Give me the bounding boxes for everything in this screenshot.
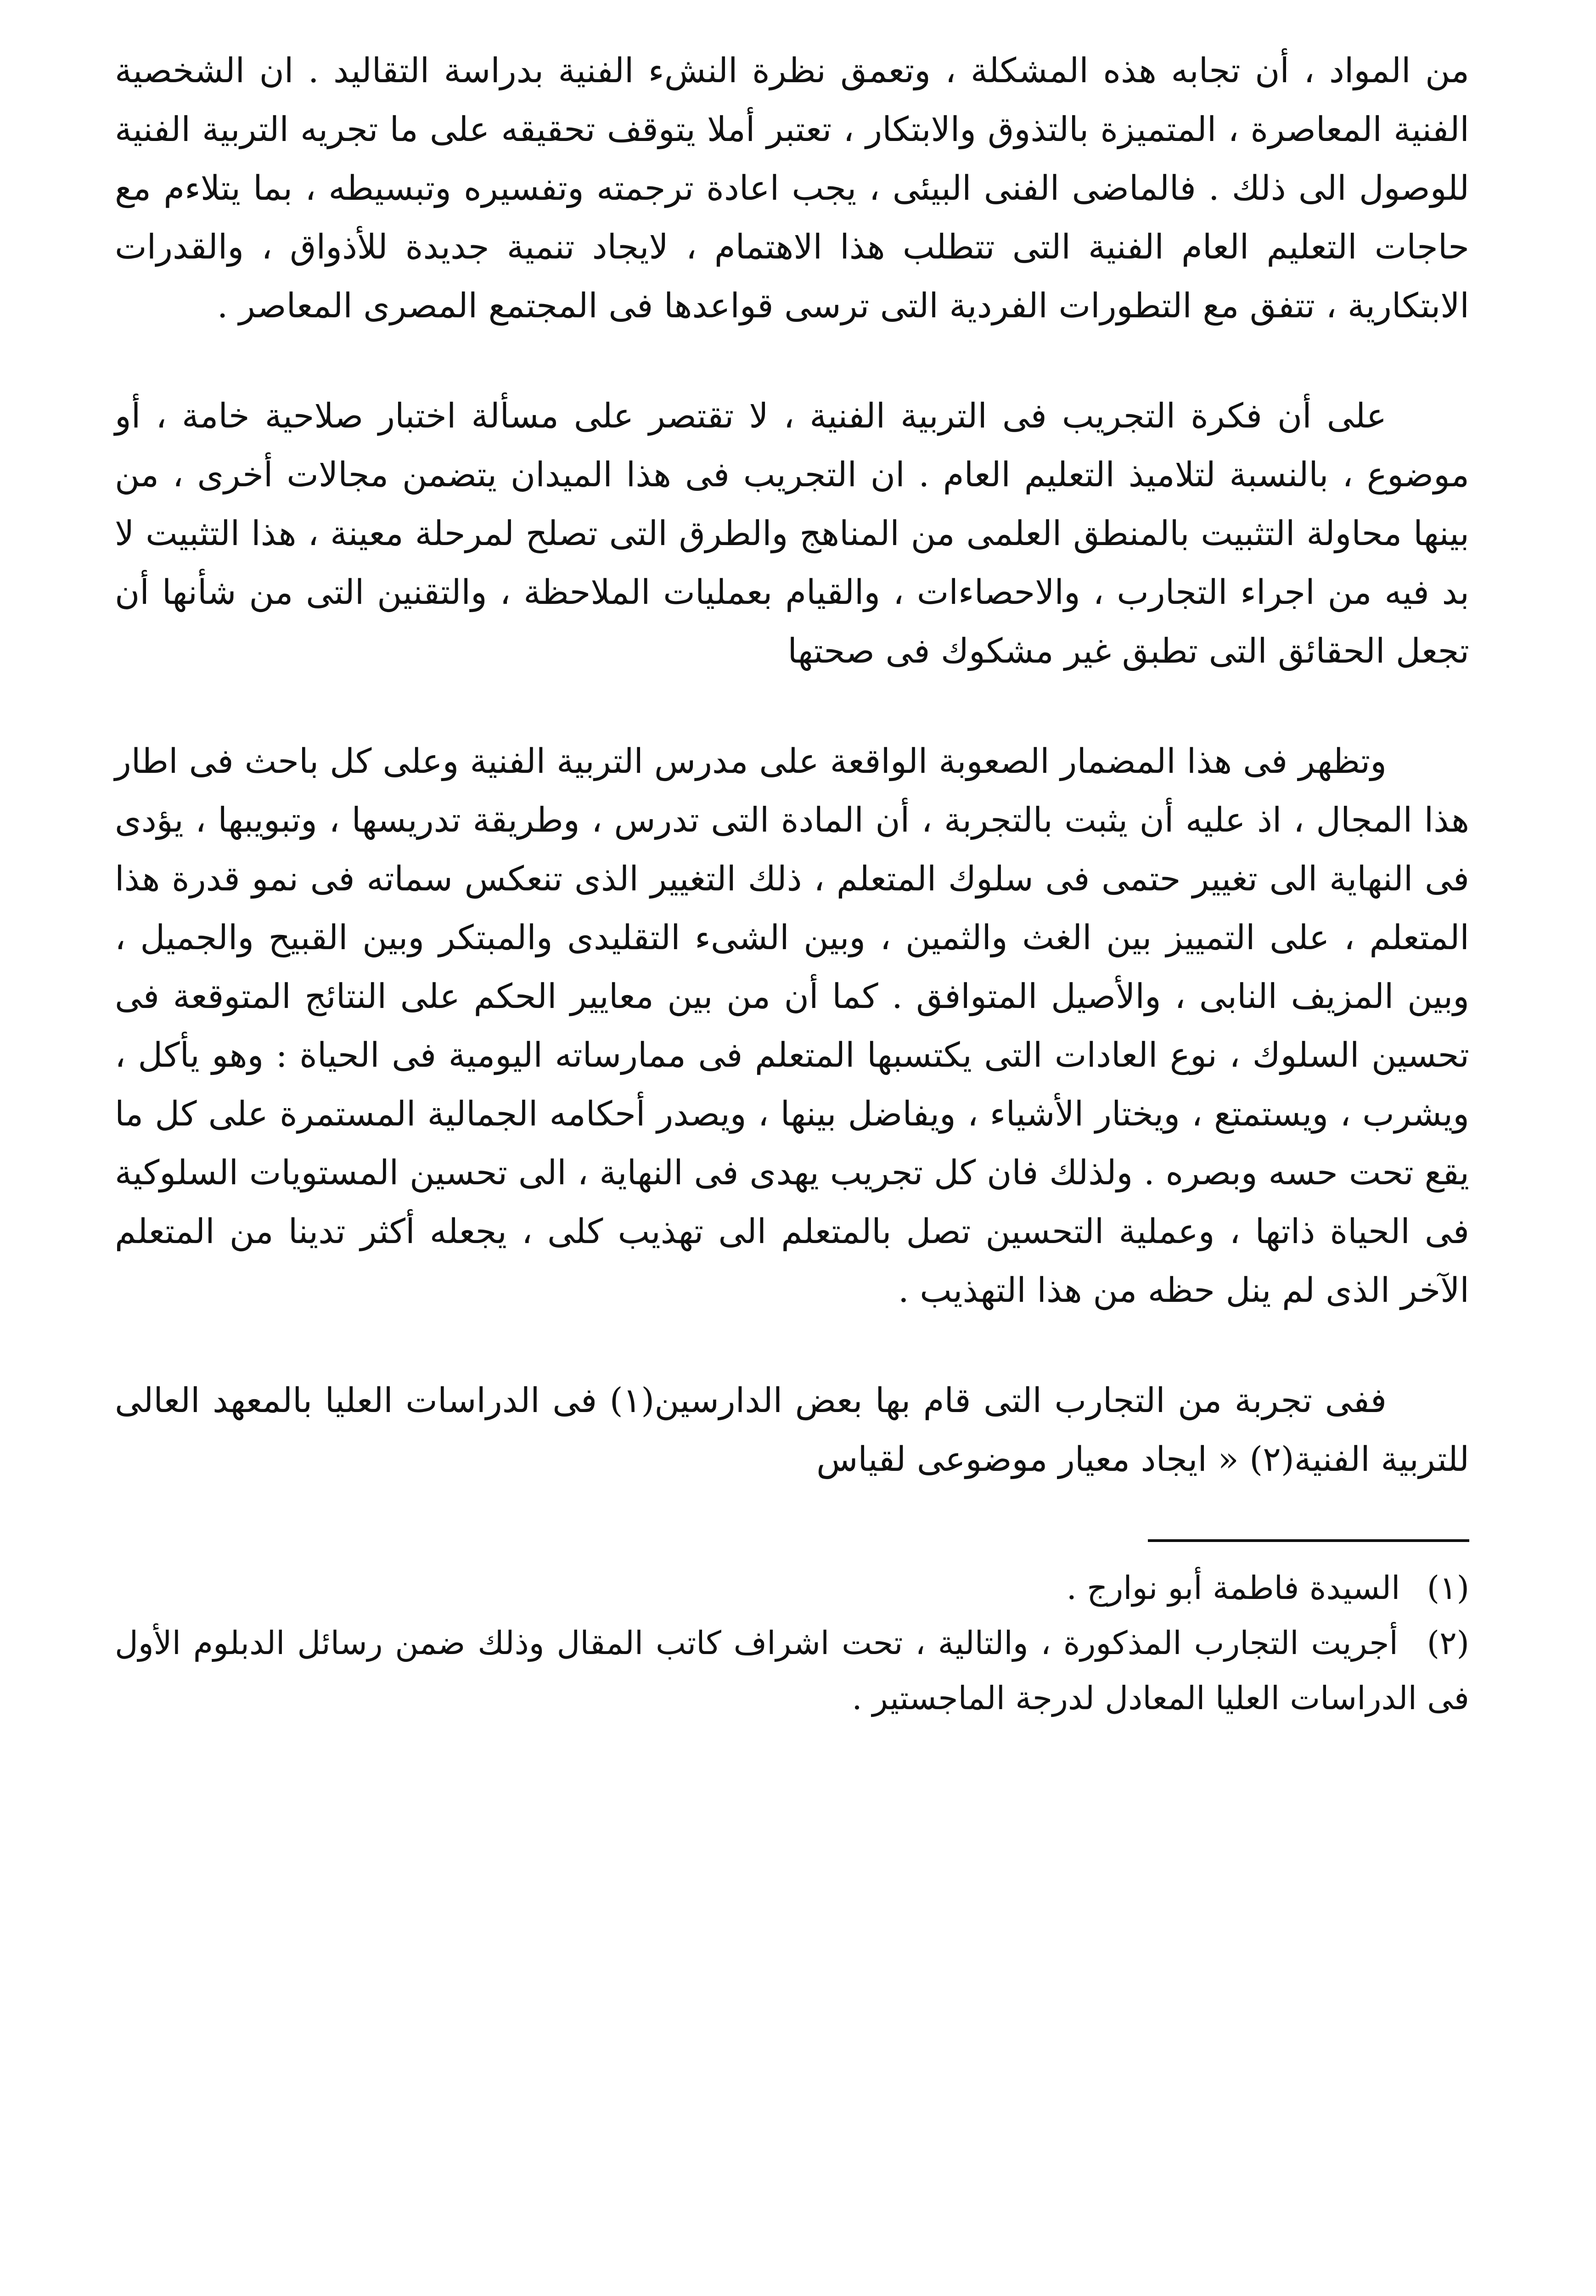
footnote-marker: (١): [1427, 1569, 1469, 1607]
footnote-text: أجريت التجارب المذكورة ، والتالية ، تحت اشراف كاتب المقال وذلك ضمن رسائل الدبلوم الأول فى الدراسات العليا المعادل لدرجة الماجستير .: [115, 1624, 1469, 1717]
footnote-separator: [1148, 1539, 1469, 1542]
paragraph-1: من المواد ، أن تجابه هذه المشكلة ، وتعمق نظرة النشء الفنية بدراسة التقاليد . ان الشخصية الفنية المعاصرة ، المتميزة بالتذوق والابتكار ، تعتبر أملا يتوقف تحقيقه على ما تجريه التربية الفنية للوصول الى ذلك . فالماضى الفنى البيئى ، يجب اعادة ترجمته وتفسيره وتبسيطه ، بما يتلاءم مع حاجات التعليم العام الفنية التى تتطلب هذا الاهتمام ، لايجاد تنمية جديدة للأذواق ، والقدرات الابتكارية ، تتفق مع التطورات الفردية التى ترسى قواعدها فى المجتمع المصرى المعاصر .: [115, 51, 1469, 326]
paragraph-4: ففى تجربة من التجارب التى قام بها بعض الدارسين(١) فى الدراسات العليا بالمعهد العالى للتربية الفنية(٢) « ايجاد معيار موضوعى لقياس: [115, 1381, 1469, 1479]
paragraph-gap: [115, 1320, 1469, 1371]
paragraph-gap: [115, 681, 1469, 732]
footnote-1: [115, 1560, 1469, 1615]
footnote-text: السيدة فاطمة أبو نوارج .: [1066, 1569, 1400, 1607]
footnote-2: [115, 1615, 1469, 1726]
paragraph-2: على أن فكرة التجريب فى التربية الفنية ، لا تقتصر على مسألة اختبار صلاحية خامة ، أو موضوع ، بالنسبة لتلاميذ التعليم العام . ان التجريب فى هذا الميدان يتضمن مجالات أخرى ، من بينها محاولة التثبيت بالمنطق العلمى من المناهج والطرق التى تصلح لمرحلة معينة ، هذا التثبيت لا بد فيه من اجراء التجارب ، والاحصاءات ، والقيام بعمليات الملاحظة ، والتقنين التى من شأنها أن تجعل الحقائق التى تطبق غير مشكوك فى صحتها: [115, 396, 1469, 671]
document-page: [115, 41, 1469, 2296]
footnote-marker: (٢): [1427, 1624, 1469, 1662]
paragraph-gap: [115, 335, 1469, 387]
paragraph-3: وتظهر فى هذا المضمار الصعوبة الواقعة على مدرس التربية الفنية وعلى كل باحث فى اطار هذا المجال ، اذ عليه أن يثبت بالتجربة ، أن المادة التى تدرس ، وطريقة تدريسها ، وتبويبها ، يؤدى فى النهاية الى تغيير حتمى فى سلوك المتعلم ، ذلك التغيير الذى تنعكس سماته فى نمو قدرة هذا المتعلم ، على التمييز بين الغث والثمين ، وبين الشىء التقليدى والمبتكر وبين القبيح والجميل ، وبين المزيف النابى ، والأصيل المتوافق . كما أن من بين معايير الحكم على النتائج المتوقعة فى تحسين السلوك ، نوع العادات التى يكتسبها المتعلم فى ممارساته اليومية فى الحياة : وهو يأكل ، ويشرب ، ويستمتع ، ويختار الأشياء ، ويفاضل بينها ، ويصدر أحكامه الجمالية المستمرة على كل ما يقع تحت حسه وبصره . ولذلك فان كل تجريب يهدى فى النهاية ، الى تحسين المستويات السلوكية فى الحياة ذاتها ، وعملية التحسين تصل بالمتعلم الى تهذيب كلى ، يجعله أكثر تدينا من المتعلم الآخر الذى لم ينل حظه من هذا التهذيب .: [115, 742, 1470, 1310]
